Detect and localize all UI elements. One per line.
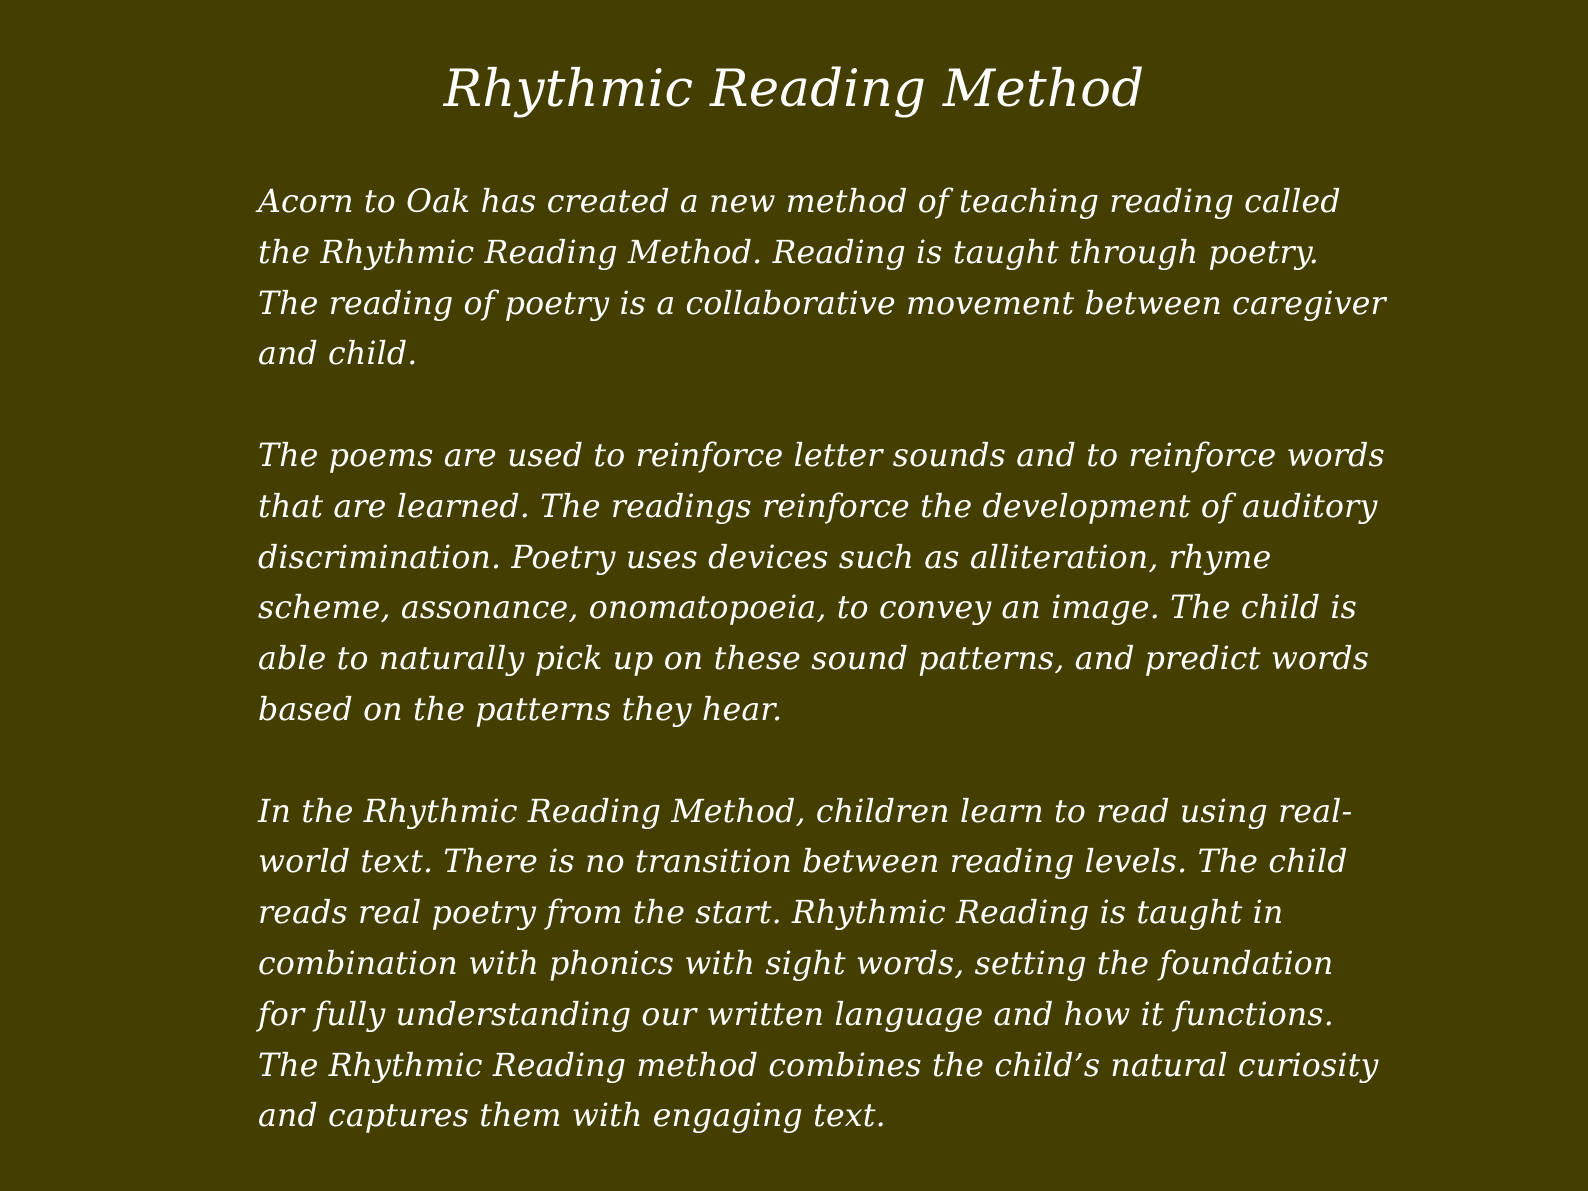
paragraph-line: able to naturally pick up on these sound patterns, and predict words xyxy=(258,641,1370,678)
paragraph-line: In the Rhythmic Reading Method, children learn to read using real- xyxy=(258,793,1353,830)
paragraph-line: and captures them with engaging text. xyxy=(258,1098,886,1135)
paragraph-line: for fully understanding our written language and how it functions. xyxy=(258,996,1334,1033)
paragraph-2 xyxy=(258,431,1385,736)
paragraph-line: The Rhythmic Reading method combines the child’s natural curiosity xyxy=(258,1047,1379,1084)
paragraph-line: scheme, assonance, onomatopoeia, to convey an image. The child is xyxy=(258,590,1358,627)
page-title: Rhythmic Reading Method xyxy=(443,60,1145,119)
paragraph-3 xyxy=(258,787,1379,1143)
paragraph-line: combination with phonics with sight words, setting the foundation xyxy=(258,945,1334,982)
paragraph-line: world text. There is no transition between reading levels. The child xyxy=(258,844,1348,881)
paragraph-line: and child. xyxy=(258,336,418,373)
paragraph-line: based on the patterns they hear. xyxy=(258,691,783,728)
paragraph-line: The poems are used to reinforce letter sounds and to reinforce words xyxy=(258,437,1385,474)
paragraph-line: Acorn to Oak has created a new method of teaching reading called xyxy=(258,184,1341,220)
paragraph-line: the Rhythmic Reading Method. Reading is taught through poetry. xyxy=(258,234,1319,271)
paragraph-1 xyxy=(258,177,1386,380)
paragraph-line: The reading of poetry is a collaborative movement between caregiver xyxy=(258,285,1386,322)
paragraph-line: that are learned. The readings reinforce the development of auditory xyxy=(258,488,1378,525)
body-text xyxy=(258,177,1386,1142)
paragraph-line: reads real poetry from the start. Rhythmic Reading is taught in xyxy=(258,895,1284,932)
paragraph-line: discrimination. Poetry uses devices such as alliteration, rhyme xyxy=(258,539,1272,576)
paragraph-gap xyxy=(258,736,1348,787)
paragraph-gap xyxy=(258,380,1348,431)
